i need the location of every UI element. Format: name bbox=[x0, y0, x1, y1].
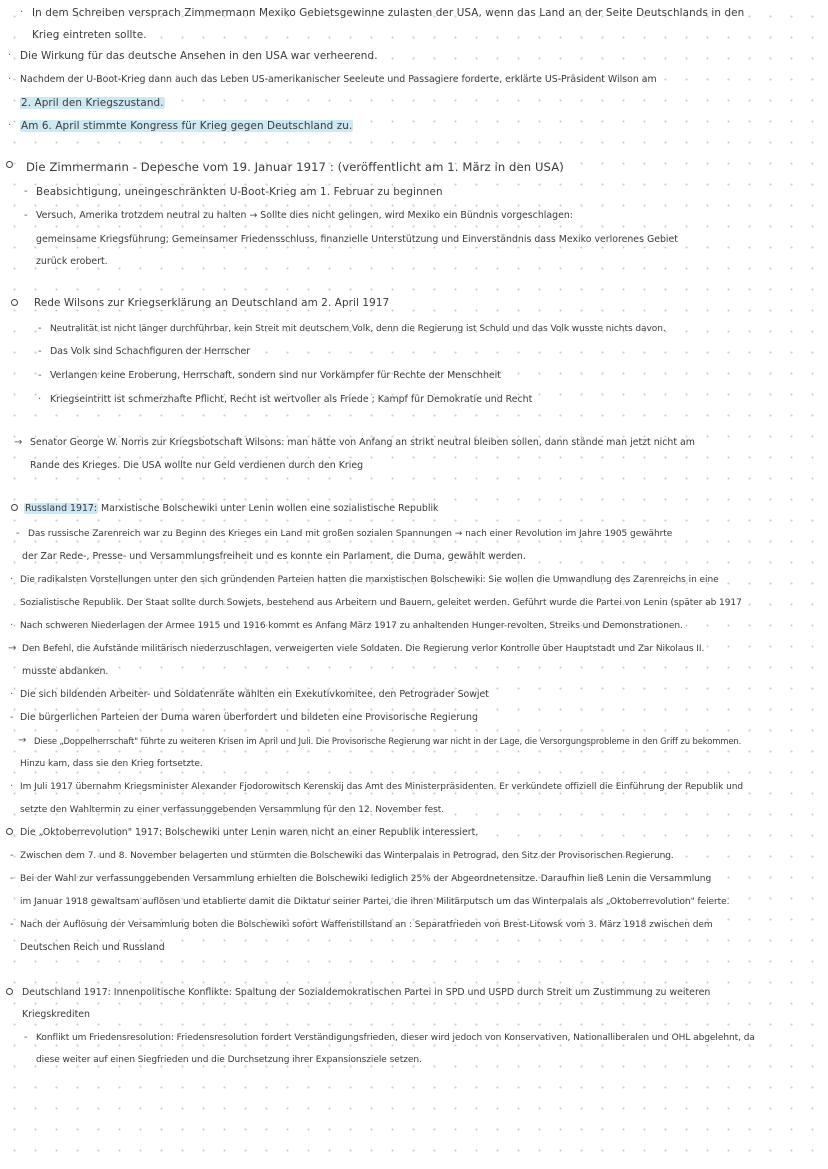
note-line: Bei der Wahl zur verfassunggebenden Versammlung erhielten die Bolschewiki lediglich 25% der Abgeordnetensitze. Daraufhin ließ Lenin die Versammlung bbox=[20, 874, 712, 884]
note-line: Beabsichtigung, uneingeschränkten U-Boot-Krieg am 1. Februar zu beginnen bbox=[36, 186, 443, 198]
note-line: musste abdanken. bbox=[22, 666, 109, 677]
section-circle-icon bbox=[6, 828, 13, 835]
note-line: Die bürgerlichen Parteien der Duma waren überfordert und bildeten eine Provisorische Regierung bbox=[20, 712, 478, 723]
section-circle-icon bbox=[6, 161, 13, 168]
highlight-text: Russland 1917: bbox=[25, 503, 98, 514]
note-line: Konflikt um Friedensresolution: Friedensresolution fordert Verständigungsfrieden, dieser wird jedoch von Konservativen, Nationalliberalen und OHL abgelehnt, da bbox=[36, 1033, 755, 1043]
section-heading: Deutschland 1917: Innenpolitische Konflikte: Spaltung der Sozialdemokratischen Partei in SPD und USPD durch Streit um Zustimmung zu weiteren bbox=[22, 987, 711, 998]
section-circle-icon bbox=[11, 299, 18, 306]
bullet-mark: · bbox=[10, 689, 14, 700]
note-line bbox=[20, 96, 165, 110]
bullet-mark: · bbox=[8, 50, 12, 61]
note-line: Die radikalsten Vorstellungen unter den sich gründenden Parteien hatten die marxistischen Bolschewiki: Sie wollen die Umwandlung des Zarenreichs in eine bbox=[20, 575, 719, 585]
note-line: Krieg eintreten sollte. bbox=[32, 29, 147, 41]
dash-mark: - bbox=[38, 323, 42, 334]
dash-mark: - bbox=[10, 919, 14, 930]
note-line: Nach schweren Niederlagen der Armee 1915 und 1916 kommt es Anfang März 1917 zu anhaltenden Hunger-revolten, Streiks und Demonstrationen. bbox=[20, 621, 683, 631]
bullet-mark: · bbox=[8, 120, 12, 131]
section-heading: Rede Wilsons zur Kriegserklärung an Deutschland am 2. April 1917 bbox=[34, 297, 390, 309]
note-line: Senator George W. Norris zur Kriegsbotschaft Wilsons: man hätte von Anfang an strikt neutral bleiben sollen, dann stände man jetzt nicht am bbox=[30, 437, 695, 448]
dash-mark: - bbox=[38, 370, 42, 381]
note-line: Im Juli 1917 übernahm Kriegsminister Alexander Fjodorowitsch Kerenskij das Amt des Ministerpräsidenten. Er verkündete offiziell die Einführung der Republik und bbox=[20, 782, 744, 792]
note-line: Nach der Auflösung der Versammlung boten die Bolschewiki sofort Waffenstillstand an : Separatfrieden von Brest-Litowsk vom 3. März 1918 zwischen dem bbox=[20, 920, 713, 930]
dash-mark: - bbox=[38, 346, 42, 357]
note-line: Zwischen dem 7. und 8. November belagerten und stürmten die Bolschewiki das Winterpalais in Petrograd, den Sitz der Provisorischen Regierung. bbox=[20, 851, 674, 861]
note-line: Versuch, Amerika trotzdem neutral zu halten → Sollte dies nicht gelingen, wird Mexiko ein Bündnis vorgeschlagen: bbox=[36, 210, 573, 221]
highlight-text: 2. April den Kriegszustand. bbox=[21, 97, 164, 109]
bullet-mark: · bbox=[10, 620, 14, 631]
note-line: Die sich bildenden Arbeiter- und Soldatenräte wählten ein Exekutivkomitee, den Petrograder Sowjet bbox=[20, 689, 489, 700]
note-line: im Januar 1918 gewaltsam auflösen und etablierte damit die Diktatur seiner Partei, die ihren Militärputsch um das Winterpalais als „Oktoberrevolution" feierte. bbox=[20, 897, 730, 907]
note-line: Sozialistische Republik. Der Staat sollte durch Sowjets, bestehend aus Arbeitern und Bauern, geleitet werden. Geführt wurde die Partei von Lenin (später ab 1917 bbox=[20, 598, 742, 608]
bullet-mark: · bbox=[8, 74, 12, 85]
note-line: zurück erobert. bbox=[36, 256, 108, 267]
note-line: gemeinsame Kriegsführung; Gemeinsamer Friedensschluss, finanzielle Unterstützung und Einverständnis dass Mexiko verlorenes Gebiet bbox=[36, 234, 678, 245]
note-line: Nachdem der U-Boot-Krieg dann auch das Leben US-amerikanischer Seeleute und Passagiere forderte, erklärte US-Präsident Wilson am bbox=[20, 74, 657, 85]
arrow-mark: → bbox=[18, 735, 27, 746]
note-line: Hinzu kam, dass sie den Krieg fortsetzte. bbox=[20, 759, 203, 769]
bullet-mark: · bbox=[10, 574, 14, 585]
dash-mark: - bbox=[24, 186, 28, 197]
bullet-mark: · bbox=[38, 394, 42, 405]
note-line: Neutralität ist nicht länger durchführbar, kein Streit mit deutschem Volk, denn die Regierung ist Schuld und das Volk wusste nichts davon. bbox=[50, 324, 666, 334]
arrow-mark: → bbox=[8, 643, 17, 654]
note-line: der Zar Rede-, Presse- und Versammlungsfreiheit und es konnte ein Parlament, die Duma, gewählt werden. bbox=[22, 551, 526, 562]
bullet-mark: · bbox=[20, 7, 24, 18]
highlight-text: Am 6. April stimmte Kongress für Krieg gegen Deutschland zu. bbox=[21, 120, 353, 132]
arrow-mark: → bbox=[14, 437, 23, 448]
section-heading bbox=[24, 502, 438, 516]
note-line: Verlangen keine Eroberung, Herrschaft, sondern sind nur Vorkämpfer für Rechte der Menschheit bbox=[50, 370, 501, 381]
section-heading: Die Zimmermann - Depesche vom 19. Januar 1917 : (veröffentlicht am 1. März in den USA) bbox=[26, 160, 564, 174]
dash-mark: - bbox=[10, 850, 14, 861]
dash-mark: - bbox=[16, 528, 20, 539]
dash-mark: - bbox=[24, 1032, 28, 1043]
note-line: Das russische Zarenreich war zu Beginn des Krieges ein Land mit großen sozialen Spannungen → nach einer Revolution im Jahre 1905 gewährte bbox=[28, 529, 673, 539]
note-line: Diese „Doppelherrschaft" führte zu weiteren Krisen im April und Juli. Die Provisorische Regierung war nicht in der Lage, die Versorgungsprobleme in den Griff zu bekommen. bbox=[34, 736, 742, 746]
heading-subtitle: Marxistische Bolschewiki unter Lenin wollen eine sozialistische Republik bbox=[101, 503, 439, 514]
dash-mark: - bbox=[10, 712, 14, 723]
section-circle-icon bbox=[6, 988, 13, 995]
note-line: Das Volk sind Schachfiguren der Herrscher bbox=[50, 346, 251, 357]
note-line: Die Wirkung für das deutsche Ansehen in den USA war verheerend. bbox=[20, 50, 378, 62]
dash-mark: - bbox=[10, 873, 14, 884]
note-line: Die „Oktoberrevolution" 1917: Bolschewiki unter Lenin waren nicht an einer Republik interessiert. bbox=[20, 827, 479, 838]
note-line: Rande des Krieges. Die USA wollte nur Geld verdienen durch den Krieg bbox=[30, 460, 364, 471]
note-line: Kriegskrediten bbox=[22, 1009, 90, 1020]
note-line: Den Befehl, die Aufstände militärisch niederzuschlagen, verweigerten viele Soldaten. Die Regierung verlor Kontrolle über Hauptstadt und Zar Nikolaus II. bbox=[22, 644, 705, 654]
note-line: diese weiter auf einen Siegfrieden und die Durchsetzung ihrer Expansionsziele setzen. bbox=[36, 1055, 422, 1065]
note-line bbox=[20, 119, 353, 133]
bullet-mark: · bbox=[10, 781, 14, 792]
note-line: In dem Schreiben versprach Zimmermann Mexiko Gebietsgewinne zulasten der USA, wenn das Land an der Seite Deutschlands in den bbox=[32, 7, 745, 19]
note-line: Deutschen Reich und Russland bbox=[20, 942, 165, 953]
section-circle-icon bbox=[11, 504, 18, 511]
note-line: setzte den Wahltermin zu einer verfassunggebenden Versammlung für den 12. November fest. bbox=[20, 805, 445, 815]
note-line: Kriegseintritt ist schmerzhafte Pflicht, Recht ist wertvoller als Friede ; Kampf für Demokratie und Recht bbox=[50, 394, 533, 405]
dash-mark: - bbox=[24, 210, 28, 221]
